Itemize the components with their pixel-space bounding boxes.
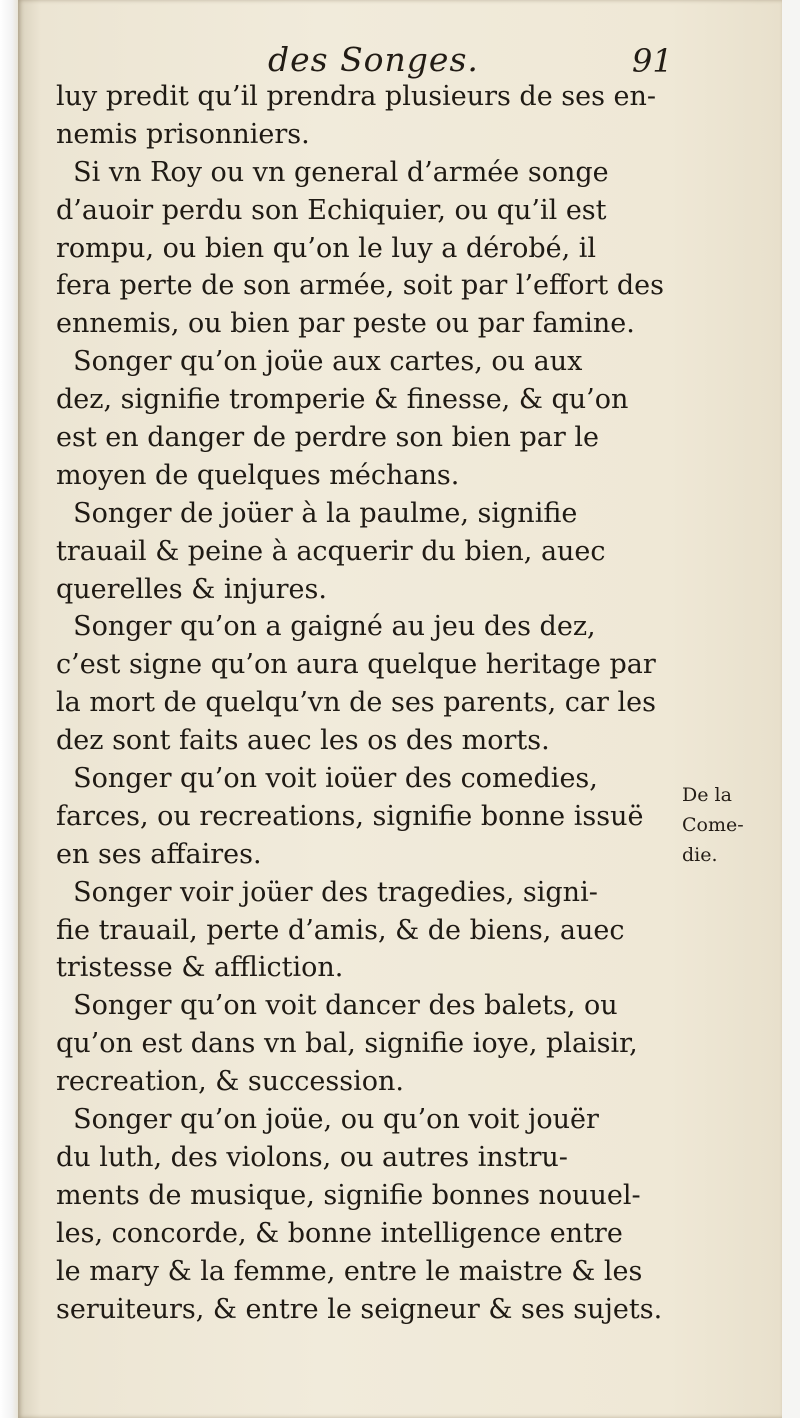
text-line: luy predit qu’il prendra plusieurs de ses en-	[56, 81, 657, 112]
text-line: rompu, ou bien qu’on le luy a dérobé, il	[56, 232, 597, 264]
text-line: la mort de quelqu’vn de ses parents, car les	[56, 687, 656, 719]
text-line: Songer qu’on voit ioüer des comedies,	[56, 763, 598, 795]
text-line: moyen de quelques méchans.	[56, 459, 460, 491]
text-line: farces, ou recreations, signifie bonne issuë	[56, 800, 644, 832]
margin-note	[682, 780, 744, 870]
text-line: en ses affaires.	[56, 838, 262, 870]
text-line: du luth, des violons, ou autres instru-	[56, 1141, 568, 1173]
text-line: tristesse & affliction.	[56, 952, 344, 984]
text-line: nemis prisonniers.	[56, 118, 310, 150]
margin-note-line: De la	[682, 784, 732, 806]
text-line: Si vn Roy ou vn general d’armée songe	[56, 156, 609, 188]
text-line: ments de musique, signifie bonnes nouuel-	[56, 1179, 641, 1211]
text-line: querelles & injures.	[56, 573, 327, 605]
page-number: 91	[632, 42, 673, 80]
book-page	[18, 0, 782, 1418]
text-line: fie trauail, perte d’amis, & de biens, auec	[56, 914, 625, 946]
text-line: le mary & la femme, entre le maistre & les	[56, 1255, 643, 1287]
text-line: les, concorde, & bonne intelligence entre	[56, 1217, 623, 1249]
text-line: Songer qu’on a gaigné au jeu des dez,	[56, 611, 596, 643]
text-line: Songer qu’on joüe aux cartes, ou aux	[56, 346, 583, 378]
text-line: fera perte de son armée, soit par l’effort des	[56, 270, 664, 302]
body-text	[56, 78, 676, 1328]
text-line: Songer voir joüer des tragedies, signi-	[56, 876, 598, 908]
text-line: Songer de joüer à la paulme, signifie	[56, 497, 578, 529]
text-line: Songer qu’on voit dancer des balets, ou	[56, 990, 618, 1022]
text-line: seruiteurs, & entre le seigneur & ses sujets.	[56, 1293, 663, 1325]
text-line: qu’on est dans vn bal, signifie ioye, plaisir,	[56, 1028, 638, 1060]
text-line: ennemis, ou bien par peste ou par famine.	[56, 308, 635, 340]
text-line: c’est signe qu’on aura quelque heritage par	[56, 649, 656, 681]
running-title: des Songes.	[268, 40, 479, 79]
text-line: dez sont faits auec les os des morts.	[56, 725, 550, 757]
text-line: recreation, & succession.	[56, 1066, 404, 1098]
text-line: est en danger de perdre son bien par le	[56, 422, 599, 454]
text-line: trauail & peine à acquerir du bien, auec	[56, 535, 606, 567]
page-gutter	[0, 0, 20, 1418]
margin-note-line: die.	[682, 844, 718, 866]
text-line: d’auoir perdu son Echiquier, ou qu’il est	[56, 194, 607, 226]
margin-note-line: Come-	[682, 814, 744, 836]
text-line: Songer qu’on joüe, ou qu’on voit jouër	[56, 1104, 599, 1136]
text-line: dez, signifie tromperie & finesse, & qu’on	[56, 384, 629, 416]
